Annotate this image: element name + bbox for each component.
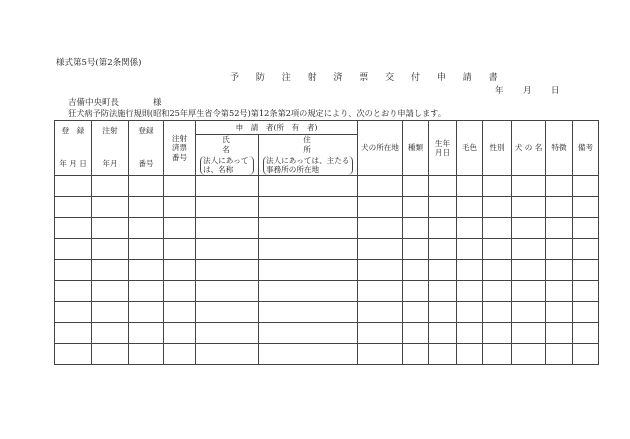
- address-note: 法人にあっては、主たる事務所の所在地: [263, 156, 353, 175]
- table-row: [55, 218, 599, 239]
- addressee: 吉備中央町長 様: [68, 98, 162, 108]
- entry-cell[interactable]: [129, 239, 164, 260]
- entry-cell[interactable]: [55, 176, 92, 197]
- header-sex: 性別: [483, 121, 512, 176]
- form-number: 様式第5号(第2条関係): [56, 58, 142, 68]
- entry-cell[interactable]: [164, 323, 196, 344]
- entry-cell[interactable]: [573, 239, 599, 260]
- entry-cell[interactable]: [483, 302, 512, 323]
- header-registration-number: 登録 番号: [129, 121, 164, 176]
- entry-cell[interactable]: [129, 281, 164, 302]
- header-breed: 種類: [403, 121, 429, 176]
- entry-cell[interactable]: [512, 218, 546, 239]
- entry-cell[interactable]: [358, 281, 403, 302]
- entry-cell[interactable]: [483, 218, 512, 239]
- header-applicant-address: 住 所 法人にあっては、主たる事務所の所在地: [259, 135, 358, 176]
- table-row: [55, 323, 599, 344]
- entry-cell[interactable]: [259, 176, 358, 197]
- table-row: [55, 344, 599, 365]
- entry-cell[interactable]: [164, 218, 196, 239]
- entry-cell[interactable]: [196, 176, 259, 197]
- entry-cell[interactable]: [403, 197, 429, 218]
- entry-cell[interactable]: [457, 260, 483, 281]
- entry-cell[interactable]: [429, 260, 457, 281]
- entry-cell[interactable]: [546, 281, 573, 302]
- data-rows: [55, 176, 599, 365]
- entry-cell[interactable]: [196, 344, 259, 365]
- entry-cell[interactable]: [358, 218, 403, 239]
- entry-cell[interactable]: [403, 344, 429, 365]
- entry-cell[interactable]: [512, 176, 546, 197]
- entry-cell[interactable]: [429, 218, 457, 239]
- entry-cell[interactable]: [483, 281, 512, 302]
- header-dog-name: 犬 の 名: [512, 121, 546, 176]
- entry-cell[interactable]: [573, 281, 599, 302]
- entry-cell[interactable]: [259, 239, 358, 260]
- entry-cell[interactable]: [512, 323, 546, 344]
- entry-cell[interactable]: [457, 197, 483, 218]
- header-remarks: 備考: [573, 121, 599, 176]
- entry-cell[interactable]: [129, 197, 164, 218]
- entry-cell[interactable]: [483, 239, 512, 260]
- entry-cell[interactable]: [129, 323, 164, 344]
- entry-cell[interactable]: [55, 323, 92, 344]
- entry-cell[interactable]: [512, 302, 546, 323]
- entry-cell[interactable]: [358, 197, 403, 218]
- table-row: [55, 281, 599, 302]
- entry-cell[interactable]: [429, 197, 457, 218]
- entry-cell[interactable]: [196, 323, 259, 344]
- intro-statement: 狂犬病予防法施行規則(昭和25年厚生省令第52号)第12条第2項の規定により、次のとおり申請します。: [68, 108, 446, 118]
- entry-cell[interactable]: [546, 323, 573, 344]
- date-line: [495, 84, 560, 96]
- entry-cell[interactable]: [512, 197, 546, 218]
- entry-cell[interactable]: [573, 197, 599, 218]
- header-applicant: 申 請 者(所 有 者): [196, 121, 358, 135]
- entry-cell[interactable]: [259, 218, 358, 239]
- date-year-label: 年: [495, 86, 504, 96]
- entry-cell[interactable]: [403, 218, 429, 239]
- entry-cell[interactable]: [164, 239, 196, 260]
- entry-cell[interactable]: [457, 218, 483, 239]
- entry-cell[interactable]: [129, 302, 164, 323]
- entry-cell[interactable]: [483, 197, 512, 218]
- entry-cell[interactable]: [429, 344, 457, 365]
- entry-cell[interactable]: [55, 344, 92, 365]
- name-note: 法人にあっては、名称: [200, 156, 254, 175]
- header-features: 特徴: [546, 121, 573, 176]
- entry-cell[interactable]: [358, 344, 403, 365]
- entry-cell[interactable]: [546, 260, 573, 281]
- entry-cell[interactable]: [196, 239, 259, 260]
- entry-cell[interactable]: [196, 281, 259, 302]
- entry-cell[interactable]: [457, 302, 483, 323]
- entry-cell[interactable]: [403, 323, 429, 344]
- entry-cell[interactable]: [92, 176, 129, 197]
- entry-cell[interactable]: [55, 260, 92, 281]
- entry-cell[interactable]: [55, 218, 92, 239]
- entry-cell[interactable]: [358, 176, 403, 197]
- entry-cell[interactable]: [259, 281, 358, 302]
- entry-cell[interactable]: [259, 260, 358, 281]
- entry-cell[interactable]: [483, 176, 512, 197]
- table-row: [55, 176, 599, 197]
- entry-cell[interactable]: [546, 176, 573, 197]
- entry-cell[interactable]: [259, 323, 358, 344]
- entry-cell[interactable]: [457, 176, 483, 197]
- entry-cell[interactable]: [129, 344, 164, 365]
- entry-cell[interactable]: [92, 260, 129, 281]
- entry-cell[interactable]: [429, 281, 457, 302]
- entry-cell[interactable]: [573, 302, 599, 323]
- entry-cell[interactable]: [259, 197, 358, 218]
- table-row: [55, 197, 599, 218]
- entry-cell[interactable]: [164, 260, 196, 281]
- header-injection-date: 注射 年月: [92, 121, 129, 176]
- entry-cell[interactable]: [403, 176, 429, 197]
- entry-cell[interactable]: [573, 260, 599, 281]
- entry-cell[interactable]: [457, 323, 483, 344]
- entry-cell[interactable]: [512, 260, 546, 281]
- entry-cell[interactable]: [259, 302, 358, 323]
- entry-cell[interactable]: [512, 239, 546, 260]
- entry-cell[interactable]: [92, 302, 129, 323]
- entry-cell[interactable]: [546, 239, 573, 260]
- entry-cell[interactable]: [403, 281, 429, 302]
- header-dog-location: 犬の所在地: [358, 121, 403, 176]
- entry-cell[interactable]: [164, 344, 196, 365]
- header-birth-date: 生年 月日: [429, 121, 457, 176]
- entry-cell[interactable]: [429, 323, 457, 344]
- entry-cell[interactable]: [92, 344, 129, 365]
- entry-cell[interactable]: [483, 260, 512, 281]
- entry-cell[interactable]: [546, 344, 573, 365]
- entry-cell[interactable]: [457, 239, 483, 260]
- header-applicant-name: 氏 名 法人にあっては、名称: [196, 135, 259, 176]
- entry-cell[interactable]: [403, 239, 429, 260]
- entry-cell[interactable]: [196, 218, 259, 239]
- entry-cell[interactable]: [546, 302, 573, 323]
- entry-cell[interactable]: [259, 344, 358, 365]
- entry-cell[interactable]: [92, 281, 129, 302]
- entry-cell[interactable]: [55, 281, 92, 302]
- entry-cell[interactable]: [92, 197, 129, 218]
- entry-cell[interactable]: [512, 281, 546, 302]
- entry-cell[interactable]: [429, 239, 457, 260]
- entry-cell[interactable]: [164, 176, 196, 197]
- header-tag-number: 注射 済票 番号: [164, 121, 196, 176]
- entry-cell[interactable]: [429, 176, 457, 197]
- entry-cell[interactable]: [92, 323, 129, 344]
- entry-cell[interactable]: [483, 323, 512, 344]
- entry-cell[interactable]: [512, 344, 546, 365]
- entry-cell[interactable]: [457, 281, 483, 302]
- entry-cell[interactable]: [573, 323, 599, 344]
- entry-cell[interactable]: [196, 302, 259, 323]
- application-table: [54, 120, 599, 365]
- entry-cell[interactable]: [55, 197, 92, 218]
- table-row: [55, 302, 599, 323]
- entry-cell[interactable]: [164, 197, 196, 218]
- entry-cell[interactable]: [546, 218, 573, 239]
- entry-cell[interactable]: [196, 260, 259, 281]
- entry-cell[interactable]: [129, 176, 164, 197]
- table-row: [55, 260, 599, 281]
- entry-cell[interactable]: [546, 197, 573, 218]
- entry-cell[interactable]: [483, 344, 512, 365]
- entry-cell[interactable]: [129, 260, 164, 281]
- entry-cell[interactable]: [573, 344, 599, 365]
- entry-cell[interactable]: [164, 281, 196, 302]
- entry-cell[interactable]: [55, 239, 92, 260]
- date-day-label: 日: [551, 86, 560, 96]
- entry-cell[interactable]: [403, 260, 429, 281]
- entry-cell[interactable]: [573, 176, 599, 197]
- entry-cell[interactable]: [55, 302, 92, 323]
- entry-cell[interactable]: [457, 344, 483, 365]
- entry-cell[interactable]: [129, 218, 164, 239]
- table-row: [55, 239, 599, 260]
- header-registration-date: 登 録 年 月 日: [55, 121, 92, 176]
- entry-cell[interactable]: [403, 302, 429, 323]
- document-title: 予 防 注 射 済 票 交 付 申 請 書: [230, 73, 505, 83]
- entry-cell[interactable]: [92, 239, 129, 260]
- entry-cell[interactable]: [358, 323, 403, 344]
- date-month-label: 月: [523, 86, 532, 96]
- entry-cell[interactable]: [573, 218, 599, 239]
- entry-cell[interactable]: [358, 239, 403, 260]
- entry-cell[interactable]: [196, 197, 259, 218]
- entry-cell[interactable]: [164, 302, 196, 323]
- entry-cell[interactable]: [92, 218, 129, 239]
- entry-cell[interactable]: [358, 302, 403, 323]
- header-coat-color: 毛色: [457, 121, 483, 176]
- entry-cell[interactable]: [358, 260, 403, 281]
- entry-cell[interactable]: [429, 302, 457, 323]
